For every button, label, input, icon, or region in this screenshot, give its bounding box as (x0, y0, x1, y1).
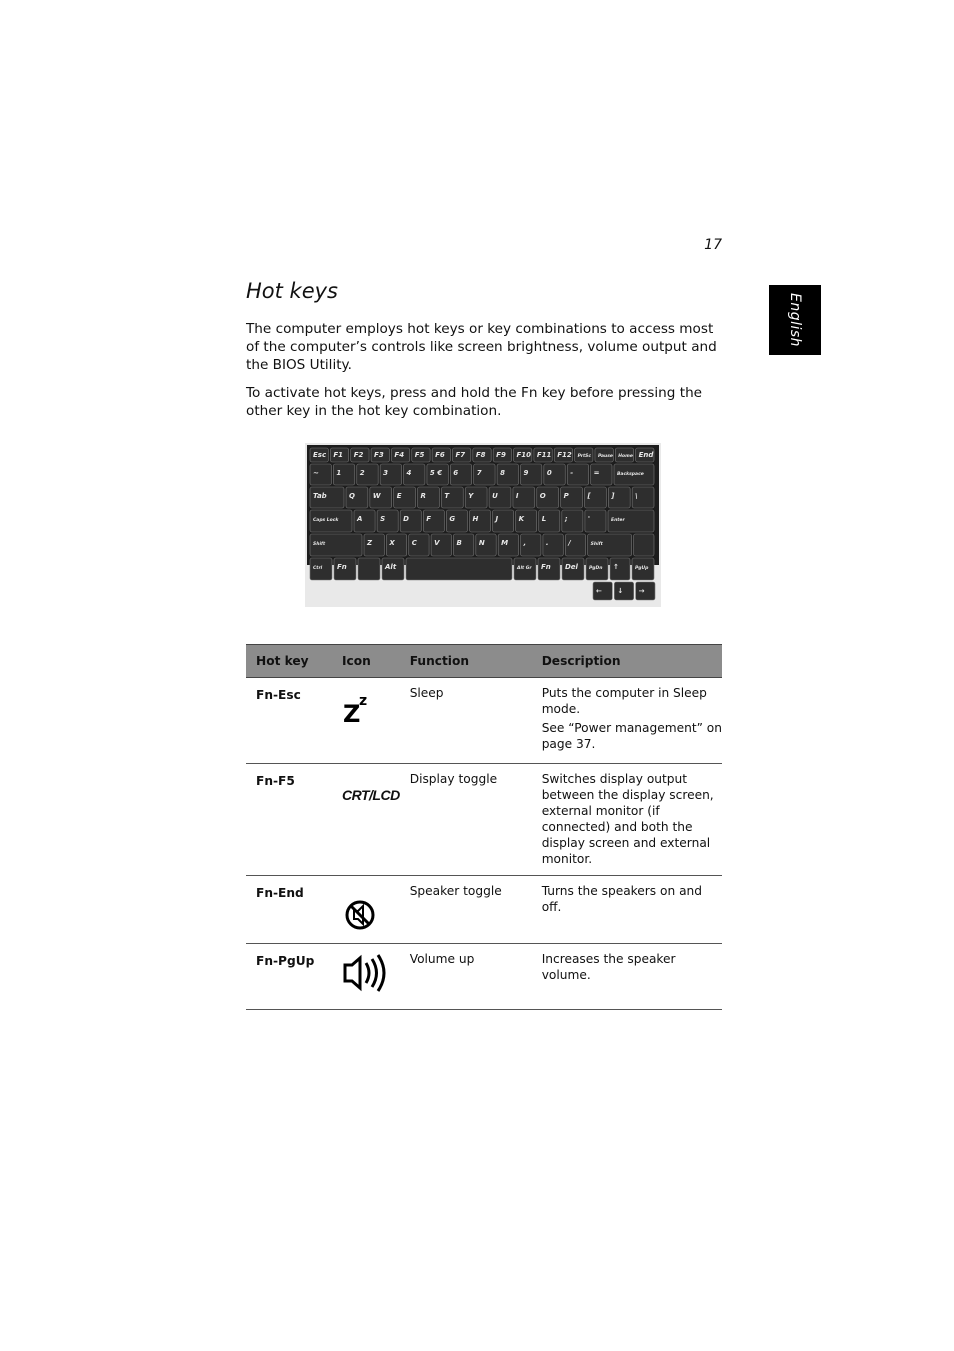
keyboard-key-label: F12 (557, 451, 572, 459)
keyboard-key-label: . (545, 539, 549, 547)
activate-text-before: To activate hot keys, press and hold the (246, 385, 521, 401)
keyboard-key-label: 0 (546, 469, 552, 477)
description-cell (532, 678, 722, 764)
keyboard-key-label: Ctrl (313, 566, 323, 571)
keyboard-key-label: - (570, 469, 574, 477)
keyboard-key-label: ↑ (613, 563, 619, 571)
keyboard-key-label: Q (349, 492, 355, 500)
keyboard-key-label: , (523, 539, 527, 547)
keyboard-key-label: \ (635, 492, 638, 500)
keyboard-key-label: 2 (359, 469, 365, 477)
keyboard-image (305, 443, 661, 607)
header-icon: Icon (332, 645, 400, 678)
keyboard-key-label: F4 (394, 451, 405, 459)
keyboard-key (358, 558, 380, 580)
keyboard-key-label: 1 (336, 469, 342, 477)
keyboard-key-label: Fn (541, 563, 551, 571)
hotkey-cell: Fn-PgUp (246, 944, 332, 1010)
intro-paragraph: The computer employs hot keys or key combinations to access most of the computer’s controls like screen brightness, volume output and the BIOS Utility. (246, 321, 717, 373)
keyboard-key-label: Z (367, 539, 373, 547)
keyboard-key-label: End (638, 451, 654, 459)
table-row (246, 876, 722, 944)
keyboard-key-label: ] (611, 492, 615, 500)
header-function: Function (400, 645, 532, 678)
icon-cell (332, 944, 400, 1010)
keyboard-key-label: F3 (374, 451, 384, 459)
table-row (246, 944, 722, 1010)
keyboard-key-label: Alt (385, 563, 397, 571)
function-cell: Speaker toggle (400, 876, 532, 944)
keyboard-key-label: E (396, 492, 402, 500)
keyboard-key-label: C (411, 539, 417, 547)
keyboard-key-label: V (434, 539, 440, 547)
svg-text:Z: Z (343, 700, 361, 725)
icon-cell (332, 764, 400, 876)
keyboard-key-label: Tab (313, 492, 327, 500)
page-number: 17 (704, 237, 722, 253)
activate-paragraph (246, 384, 726, 420)
keyboard-key-label: PrtSc (577, 454, 592, 459)
hotkey-cell: Fn-Esc (246, 678, 332, 764)
header-hot-key: Hot key (246, 645, 332, 678)
keyboard-key-label: F5 (414, 451, 425, 459)
keyboard-key-label: 8 (500, 469, 505, 477)
keyboard-key (634, 534, 654, 556)
keyboard-key-label: = (593, 469, 600, 477)
keyboard-key-label: Y (468, 492, 474, 500)
keyboard-key-label: Shift (590, 542, 603, 547)
keyboard-key-label: → (638, 587, 645, 595)
table-row (246, 764, 722, 876)
keyboard-key-label: Fn (337, 563, 347, 571)
display-toggle-icon: CRT/LCD (342, 787, 400, 803)
keyboard-key-label: O (539, 492, 546, 500)
svg-text:z: z (359, 693, 368, 709)
keyboard-key-label: U (492, 492, 498, 500)
keyboard-key-label: F6 (435, 451, 445, 459)
hotkey-cell: Fn-End (246, 876, 332, 944)
keyboard-key-label: F11 (536, 451, 552, 459)
keyboard-key-label: G (449, 515, 456, 523)
keyboard-key-label: Shift (313, 542, 326, 547)
keyboard-key-label: / (568, 539, 571, 547)
keyboard-key-label: 6 (453, 469, 459, 477)
keyboard-keys (310, 448, 655, 600)
keyboard-key-label: I (515, 492, 519, 500)
keyboard-key-label: K (518, 515, 525, 523)
keyboard-key-label: T (444, 492, 450, 500)
keyboard-key-label: F9 (496, 451, 506, 459)
activate-text-after: key before pressing the other key in the hot key combination. (246, 385, 703, 419)
hotkey-cell: Fn-F5 (246, 764, 332, 876)
sleep-icon (342, 685, 378, 725)
keyboard-key (406, 558, 512, 580)
volume-up-icon (342, 951, 386, 995)
keyboard-key-label: Esc (313, 451, 327, 459)
table-row (246, 678, 722, 764)
function-cell: Volume up (400, 944, 532, 1010)
keyboard-key-label: H (472, 515, 479, 523)
table-header-row (246, 645, 722, 678)
keyboard-key-label: X (389, 539, 395, 547)
description-cell: Turns the speakers on and off. (532, 876, 722, 944)
keyboard-key-label: Pause (597, 454, 613, 459)
keyboard-key-label: 7 (476, 469, 482, 477)
speaker-mute-icon (342, 891, 378, 931)
header-description: Description (532, 645, 722, 678)
keyboard-key-label: A (357, 515, 363, 523)
keyboard-key-label: Home (618, 454, 633, 459)
keyboard-key-label: 4 (406, 469, 412, 477)
description-cell: Switches display output between the display screen, external monitor (if connected) and both the display screen and external monitor. (532, 764, 722, 876)
description-cell: Increases the speaker volume. (532, 944, 722, 1010)
language-tab-label: English (787, 292, 803, 348)
keyboard-key-label: Alt Gr (517, 566, 532, 571)
fn-key-label: Fn (521, 385, 538, 401)
keyboard-key-label: L (541, 515, 547, 523)
keyboard-key-label: Del (565, 563, 578, 571)
keyboard-key-label: R (420, 492, 426, 500)
description-text: Puts the computer in Sleep mode. (541, 686, 707, 716)
keyboard-key-label: F8 (475, 451, 486, 459)
keyboard-key-label: ↓ (617, 587, 624, 595)
icon-cell (332, 876, 400, 944)
keyboard-key-label: P (563, 492, 569, 500)
keyboard-key-label: F2 (353, 451, 364, 459)
keyboard-key-label: J (495, 515, 499, 523)
keyboard-key-label: N (478, 539, 485, 547)
keyboard-key-label: PgUp (635, 566, 649, 571)
keyboard-key-label: 9 (523, 469, 529, 477)
keyboard-key-label: F10 (516, 451, 532, 459)
function-cell: Sleep (400, 678, 532, 764)
keyboard-key-label: M (501, 539, 509, 547)
keyboard-key-label: F (426, 515, 432, 523)
language-tab (769, 285, 821, 355)
keyboard-key-label: F7 (455, 451, 466, 459)
keyboard-key-label: [ (587, 492, 591, 500)
icon-cell (332, 678, 400, 764)
description-reference: See “Power management” on page 37. (541, 721, 722, 751)
keyboard-key-label: ← (596, 587, 602, 595)
keyboard-key-label: W (372, 492, 381, 500)
keyboard-key-label: D (403, 515, 409, 523)
keyboard-key-label: Caps Lock (313, 518, 339, 523)
keyboard-key-label: Backspace (617, 472, 644, 477)
keyboard-key-label: 3 (383, 469, 389, 477)
keyboard-key-label: S (380, 515, 386, 523)
keyboard-key-label: ; (564, 515, 568, 523)
keyboard-key-label: F1 (333, 451, 344, 459)
hot-keys-table (246, 644, 722, 1010)
function-cell: Display toggle (400, 764, 532, 876)
keyboard-key-label: ~ (313, 469, 319, 477)
keyboard-key-label: 5 € (429, 469, 443, 477)
keyboard-key-label: ' (587, 515, 591, 523)
section-heading: Hot keys (246, 279, 338, 303)
keyboard-key-label: Enter (611, 518, 625, 523)
keyboard-key-label: B (456, 539, 462, 547)
keyboard-key-label: PgDn (589, 566, 603, 571)
